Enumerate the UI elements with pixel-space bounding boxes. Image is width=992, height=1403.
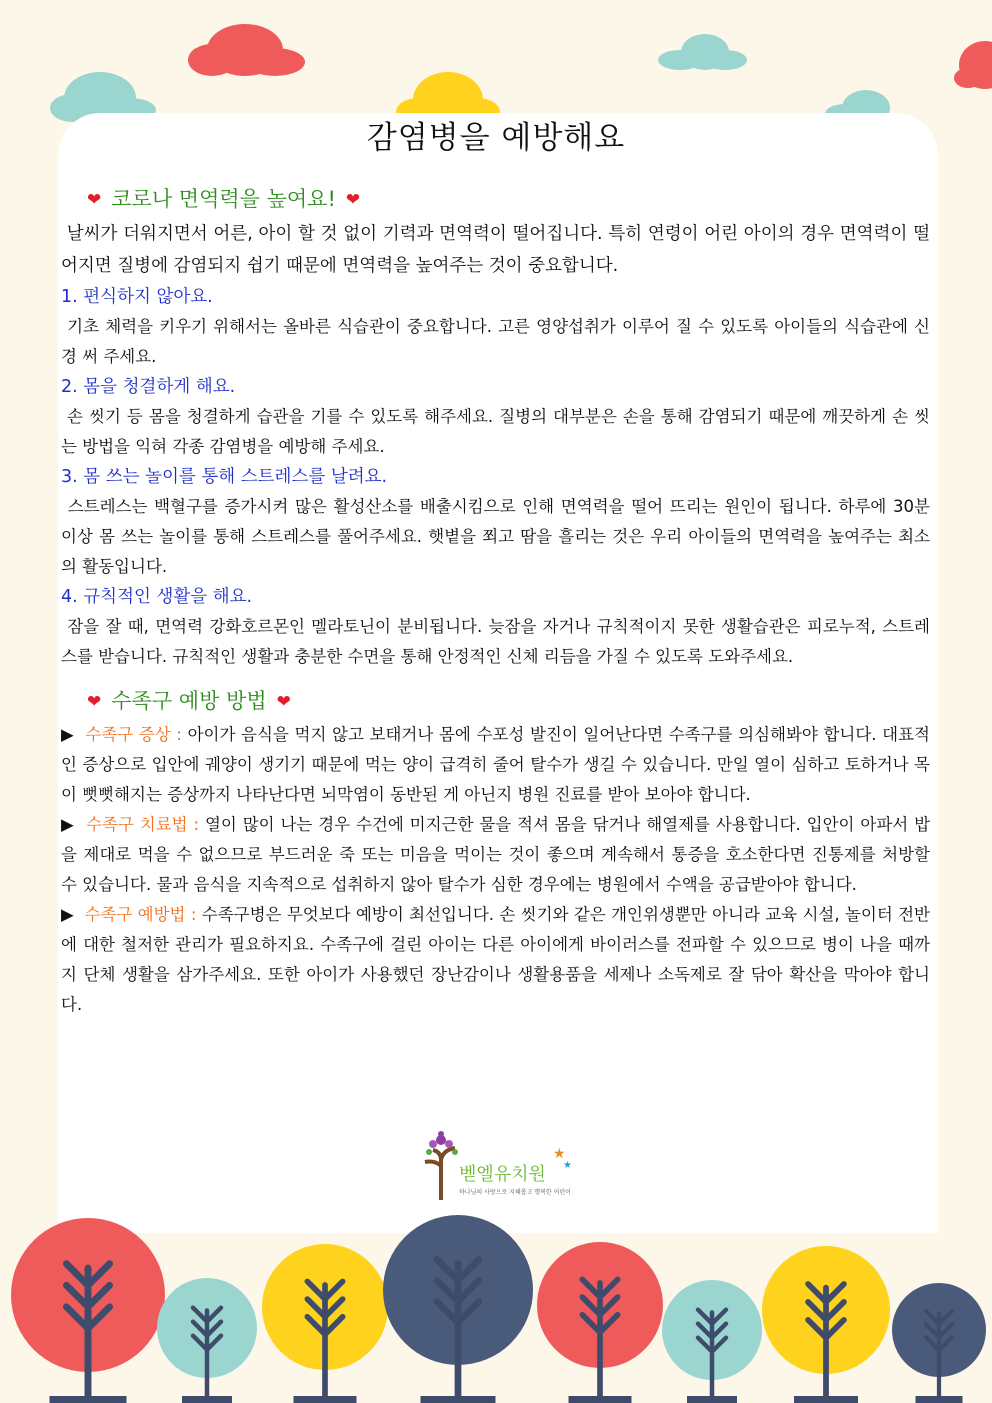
tip-text: 손 씻기 등 몸을 청결하게 습관을 기를 수 있도록 해주세요. 질병의 대부분은 손을 통해 감염되기 때문에 깨끗하게 손 씻는 방법을 익혀 각종 감염병을 예방해 주세요. [61,407,930,456]
logo-tagline: 하나님의 사랑으로 지혜롭고 행복한 어린이 [459,1189,571,1196]
tip-item [61,372,930,462]
tree-icon [383,1215,533,1403]
tip-item [61,582,930,672]
section-heading-hfmd [61,682,930,718]
bullet-arrow-icon: ▶ [61,815,75,834]
tree-icon [262,1244,388,1403]
hfmd-text: 아이가 음식을 먹지 않고 보태거나 몸에 수포성 발진이 일어난다면 수족구를 의심해봐야 합니다. 대표적인 증상으로 입안에 궤양이 생기기 때문에 먹는 양이 급격히 줄어 탈수가 생길 수 있습니다. 만일 열이 심하고 토하거나 목이 뻣뻣해지는 증상까지 나타난다면 뇌막염이 동반된 게 아닌지 병원 진료를 받아 보아야 합니다. [61,725,930,804]
star-icon: ★ [563,1160,572,1171]
tree-icon [662,1280,762,1403]
top-cloud-decoration [0,0,992,130]
tree-icon [892,1283,986,1403]
tree-icon [537,1242,663,1403]
hfmd-text: 열이 많이 나는 경우 수건에 미지근한 물을 적셔 몸을 닦거나 해열제를 사용합니다. 입안이 아파서 밥을 제대로 먹을 수 없으므로 부드러운 죽 또는 미음을 먹이는 것이 좋으며 계속해서 통증을 호소한다면 진통제를 처방할 수 있습니다. 물과 음식을 지속적으로 섭취하지 않아 탈수가 심한 경우에는 병원에서 수액을 공급받아야 합니다. [61,815,931,894]
section-heading-immunity [61,180,930,216]
tip-text: 기초 체력을 키우기 위해서는 올바른 식습관이 중요합니다. 고른 영양섭취가 이루어 질 수 있도록 아이들의 식습관에 신경 써 주세요. [61,317,930,366]
red-cloud [188,24,305,76]
bullet-arrow-icon: ▶ [61,905,74,924]
hfmd-item [61,900,930,1020]
tree-icon [11,1218,165,1403]
hfmd-label: 수족구 예방법 : [84,905,197,924]
hfmd-item [61,720,930,810]
tree-icon [762,1246,890,1403]
heart-icon: ❤ [87,189,102,210]
tip-heading: 4. 규칙적인 생활을 해요. [61,587,253,607]
hfmd-text: 수족구병은 무엇보다 예방이 최선입니다. 손 씻기와 같은 개인위생뿐만 아니라 교육 시설, 놀이터 전반에 대한 철저한 관리가 필요하지요. 수족구에 걸린 아이는 다른 아이에게 바이러스를 전파할 수 있으므로 병이 나을 때까지 단체 생활을 삼가주세요. 또한 아이가 사용했던 장난감이나 생활용품을 세제나 소독제로 잘 닦아 확산을 막아야 합니다. [61,905,930,1014]
logo-name: 벧엘유치원 [459,1164,546,1185]
section-heading-text: 수족구 예방 방법 [111,689,267,713]
tip-heading: 2. 몸을 청결하게 해요. [61,377,236,397]
kindergarten-logo [415,1130,580,1202]
page-title: 감염병을 예방해요 [366,120,626,156]
tip-heading: 3. 몸 쓰는 놀이를 통해 스트레스를 날려요. [61,467,388,487]
hfmd-label: 수족구 치료법 : [86,815,200,834]
tree-icon [157,1278,257,1403]
hfmd-item [61,810,930,900]
bullet-arrow-icon: ▶ [61,725,75,744]
bottom-tree-decoration [0,1200,992,1403]
tip-text: 스트레스는 백혈구를 증가시켜 많은 활성산소를 배출시킴으로 인해 면역력을 떨어 뜨리는 원인이 됩니다. 하루에 30분 이상 몸 쓰는 놀이를 통해 스트레스를 풀어주세요. 햇볕을 쬐고 땀을 흘리는 것은 우리 아이들의 면역력을 높여주는 최소의 활동입니다. [61,497,930,576]
tip-heading: 1. 편식하지 않아요. [61,287,213,307]
hfmd-label: 수족구 증상 : [85,725,182,744]
heart-icon: ❤ [87,691,102,712]
section-heading-text: 코로나 면역력을 높여요! [111,187,336,211]
heart-icon: ❤ [276,691,291,712]
tip-item [61,282,930,372]
star-icon: ★ [553,1146,566,1162]
tree-icon [425,1131,458,1200]
red-cloud-edge [954,41,992,89]
tip-text: 잠을 잘 때, 면역력 강화호르몬인 멜라토닌이 분비됩니다. 늦잠을 자거나 규칙적이지 못한 생활습관은 피로누적, 스트레스를 받습니다. 규칙적인 생활과 충분한 수면을 통해 안정적인 신체 리듬을 가질 수 있도록 도와주세요. [61,617,930,666]
teal-cloud-right [658,34,747,70]
intro-paragraph: 날씨가 더워지면서 어른, 아이 할 것 없이 기력과 면역력이 떨어집니다. 특히 연령이 어린 아이의 경우 면역력이 떨어지면 질병에 감염되지 쉽기 때문에 면역력을 높여주는 것이 중요합니다. [61,224,930,276]
heart-icon: ❤ [345,189,361,210]
tip-item [61,462,930,582]
newsletter-body [61,180,930,1020]
